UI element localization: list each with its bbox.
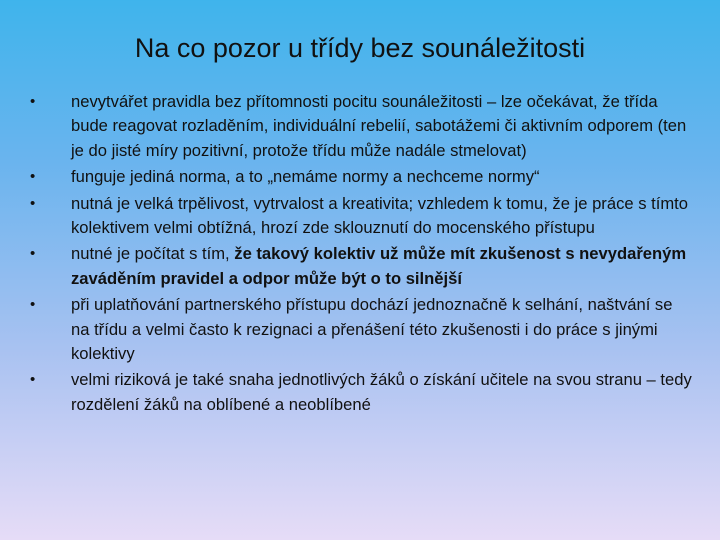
bullet-text: při uplatňování partnerského přístupu dochází jednoznačně k selhání, naštvání se na třídu a velmi často k rezignaci a přenášení této zkušenosti i do práce s jinými kolektivy xyxy=(71,295,673,364)
bullet-icon: • xyxy=(30,245,36,263)
bullet-list xyxy=(30,90,692,419)
bullet-text: nutná je velká trpělivost, vytrvalost a kreativita; vzhledem k tomu, že je práce s tímto kolektivem velmi obtížná, hrozí zde sklouznutí do mocenského přístupu xyxy=(71,193,688,238)
bullet-text: nevytvářet pravidla bez přítomnosti pocitu sounáležitosti – lze očekávat, že třída bude reagovat rozladěním, individuální rebelií, sabotážemi či aktivním odporem (ten je do jisté míry pozitivní, protože třídu může nadále stmelovat) xyxy=(71,92,687,160)
bullet-text-bold: že takový kolektiv už může mít zkušenost s nevydařeným zaváděním pravidel a odpor může být o to silnější xyxy=(71,244,687,288)
bullet-item xyxy=(30,90,692,163)
bullet-icon: • xyxy=(30,194,36,212)
bullet-item xyxy=(30,368,692,417)
bullet-item xyxy=(30,293,692,366)
bullet-icon: • xyxy=(30,168,36,186)
bullet-text-plain: nutné je počítat s tím, xyxy=(71,244,235,264)
bullet-text: funguje jediná norma, a to „nemáme normy a nechceme normy“ xyxy=(71,167,540,187)
bullet-icon: • xyxy=(30,93,36,110)
bullet-icon: • xyxy=(30,371,36,389)
bullet-item xyxy=(30,192,692,241)
bullet-icon: • xyxy=(30,296,36,314)
bullet-item xyxy=(30,242,692,291)
slide-title: Na co pozor u třídy bez sounáležitosti xyxy=(134,33,586,63)
bullet-text: velmi riziková je také snaha jednotlivých žáků o získání učitele na svou stranu – tedy rozdělení žáků na oblíbené a neoblíbené xyxy=(71,370,692,414)
bullet-item xyxy=(30,165,692,189)
